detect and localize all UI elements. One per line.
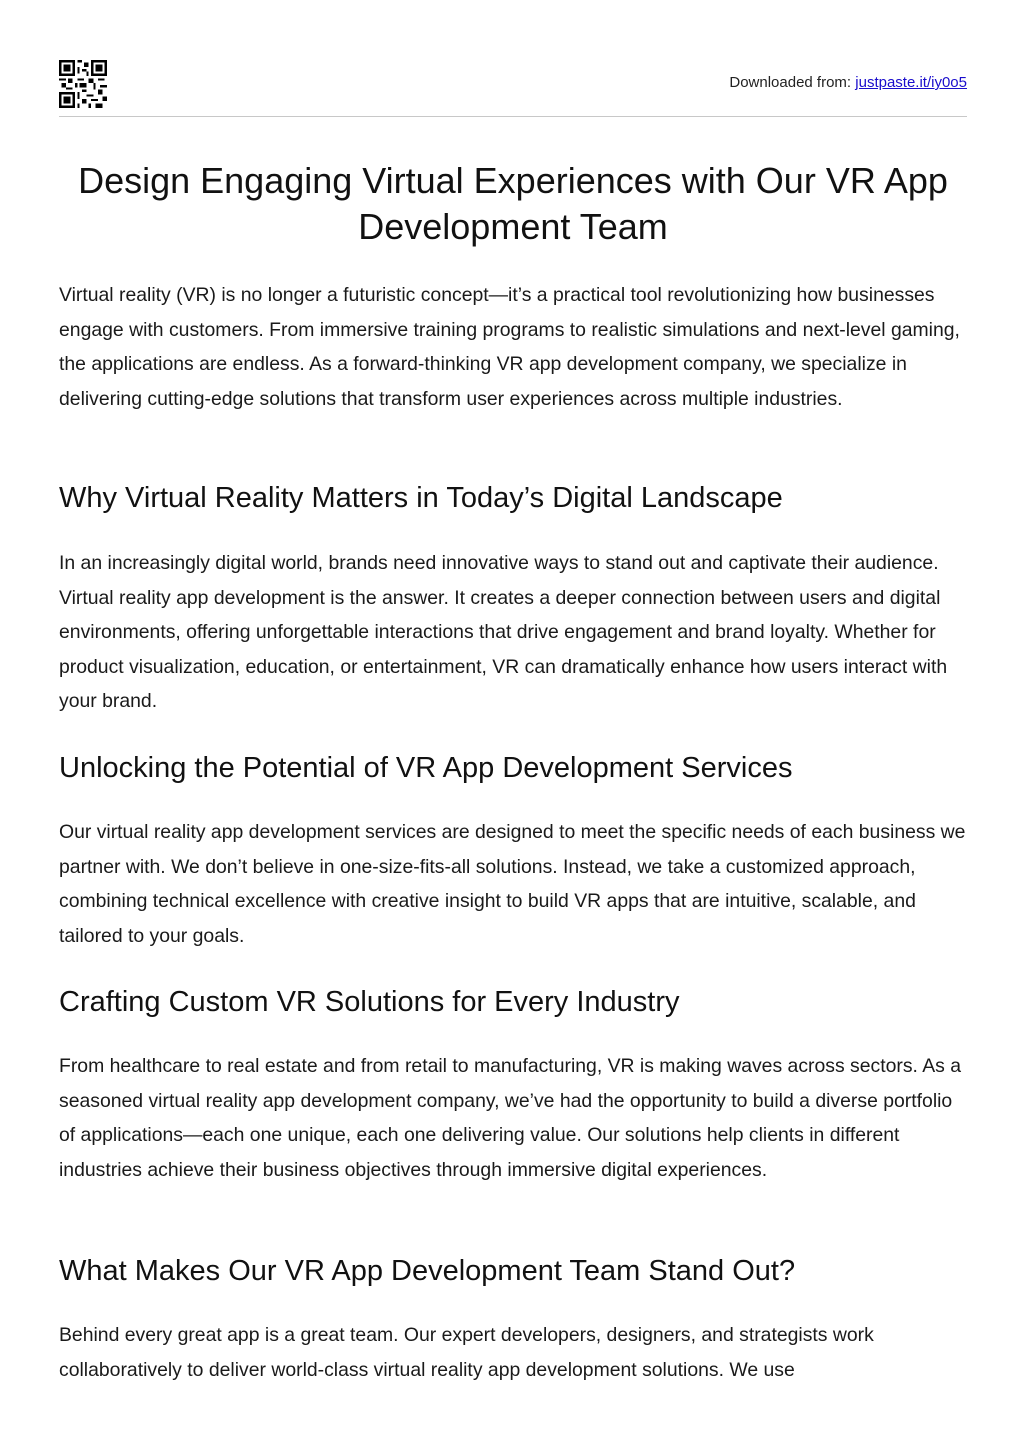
section-heading-unlocking: Unlocking the Potential of VR App Development Services [59, 752, 793, 784]
section-body-why-vr: In an increasingly digital world, brands need innovative ways to stand out and captivate their audience. Virtual reality app development is the answer. It creates a deeper connection between users and digital environments, offering unforgettable interactions that drive engagement and brand loyalty. Whether for product visualization, education, or entertainment, VR can dramatically enhance how users interact with your brand. [59, 552, 948, 713]
section-heading-custom-solutions: Crafting Custom VR Solutions for Every Industry [59, 986, 680, 1018]
download-source [729, 74, 967, 91]
downloaded-label: Downloaded from: [729, 74, 856, 91]
section-heading-team: What Makes Our VR App Development Team Stand Out? [59, 1255, 796, 1287]
section-heading-why-vr: Why Virtual Reality Matters in Today’s Digital Landscape [59, 482, 783, 514]
section-body-team: Behind every great app is a great team. Our expert developers, designers, and strategists work collaboratively to deliver world-class virtual reality app development solutions. We use [59, 1324, 874, 1381]
intro-paragraph: Virtual reality (VR) is no longer a futuristic concept—it’s a practical tool revolutionizing how businesses engage with customers. From immersive training programs to realistic simulations and next-level gaming, the applications are endless. As a forward-thinking VR app development company, we specialize in delivering cutting-edge solutions that transform user experiences across multiple industries. [59, 284, 960, 410]
source-link[interactable]: justpaste.it/iy0o5 [855, 74, 967, 91]
page-header [59, 60, 967, 117]
page-title: Design Engaging Virtual Experiences with Our VR App Development Team [78, 160, 948, 247]
section-body-unlocking: Our virtual reality app development services are designed to meet the specific needs of each business we partner with. We don’t believe in one-size-fits-all solutions. Instead, we take a customized approach, combining technical excellence with creative insight to build VR apps that are intuitive, scalable, and tailored to your goals. [59, 821, 966, 947]
section-body-custom-solutions: From healthcare to real estate and from retail to manufacturing, VR is making waves across sectors. As a seasoned virtual reality app development company, we’ve had the opportunity to build a diverse portfolio of applications—each one unique, each one delivering value. Our solutions help clients in different industries achieve their business objectives through immersive digital experiences. [59, 1055, 962, 1181]
qr-code-icon [59, 60, 107, 108]
